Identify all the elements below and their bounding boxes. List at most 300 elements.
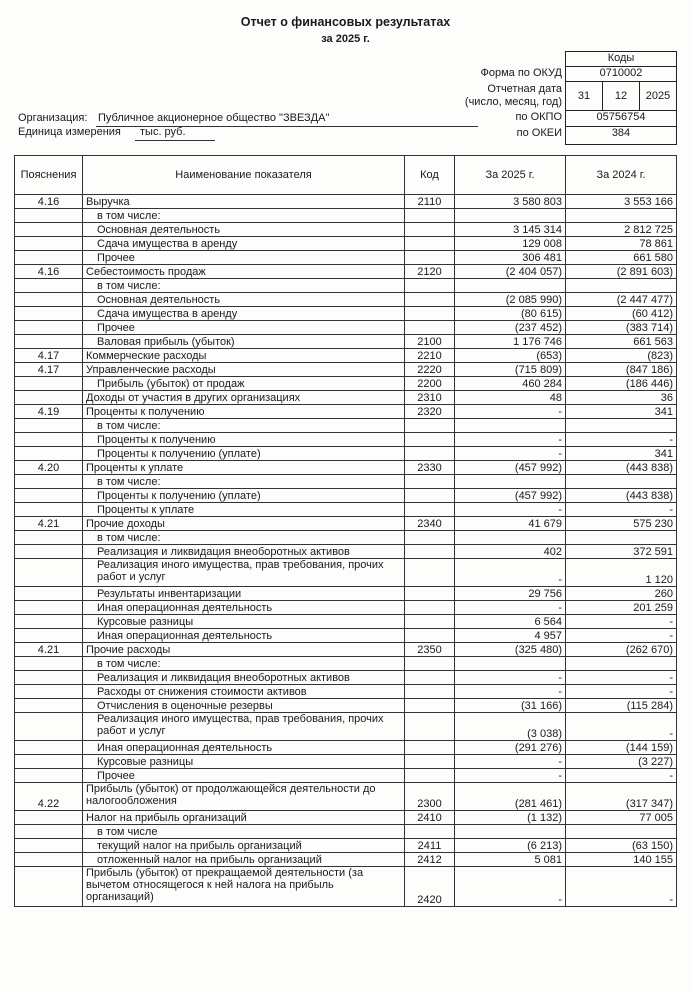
value-2024-cell: (3 227) (566, 755, 677, 769)
code-cell: 2350 (405, 643, 455, 657)
indicator-cell: Коммерческие расходы (83, 349, 405, 363)
note-cell: 4.21 (15, 517, 83, 531)
table-row (15, 237, 677, 251)
indicator-cell: Отчисления в оценочные резервы (83, 699, 405, 713)
indicator-cell: в том числе: (83, 657, 405, 671)
table-row (15, 349, 677, 363)
value-2024-cell: (2 891 603) (566, 265, 677, 279)
note-cell (15, 811, 83, 825)
note-cell: 4.22 (15, 783, 83, 811)
value-2024-cell (566, 279, 677, 293)
note-cell (15, 489, 83, 503)
value-2025-cell: 306 481 (455, 251, 566, 265)
indicator-cell: Иная операционная деятельность (83, 601, 405, 615)
col-indicator: Наименование показателя (83, 156, 405, 195)
code-cell (405, 531, 455, 545)
table-row (15, 363, 677, 377)
code-cell: 2320 (405, 405, 455, 419)
table-row (15, 545, 677, 559)
org-name: Публичное акционерное общество "ЗВЕЗДА" (98, 112, 330, 124)
value-2024-cell: - (566, 713, 677, 741)
value-2024-cell: (443 838) (566, 489, 677, 503)
indicator-cell: Управленческие расходы (83, 363, 405, 377)
value-2025-cell (455, 419, 566, 433)
value-2025-cell: - (455, 685, 566, 699)
value-2024-cell: (823) (566, 349, 677, 363)
note-cell (15, 377, 83, 391)
value-2025-cell: 5 081 (455, 853, 566, 867)
value-2025-cell: 1 176 746 (455, 335, 566, 349)
note-cell (15, 223, 83, 237)
indicator-cell: Себестоимость продаж (83, 265, 405, 279)
value-2025-cell: (3 038) (455, 713, 566, 741)
code-cell (405, 657, 455, 671)
code-cell (405, 447, 455, 461)
indicator-cell: Курсовые разницы (83, 755, 405, 769)
code-cell (405, 825, 455, 839)
indicator-cell: Прибыль (убыток) от продаж (83, 377, 405, 391)
code-cell (405, 475, 455, 489)
okei-label: по ОКЕИ (516, 127, 562, 139)
code-cell: 2330 (405, 461, 455, 475)
table-row (15, 685, 677, 699)
org-label: Организация: (18, 112, 88, 124)
table-row (15, 559, 677, 587)
table-row (15, 713, 677, 741)
value-2025-cell: - (455, 559, 566, 587)
indicator-cell: в том числе: (83, 279, 405, 293)
table-row (15, 657, 677, 671)
date-month: 12 (603, 82, 640, 111)
indicator-cell: Иная операционная деятельность (83, 741, 405, 755)
code-cell (405, 419, 455, 433)
report-period: за 2025 г. (321, 33, 370, 45)
code-cell: 2100 (405, 335, 455, 349)
report-title: Отчет о финансовых результатах (240, 15, 451, 29)
note-cell (15, 531, 83, 545)
table-row (15, 307, 677, 321)
table-row (15, 755, 677, 769)
value-2024-cell (566, 209, 677, 223)
code-cell (405, 587, 455, 601)
table-row (15, 251, 677, 265)
note-cell (15, 559, 83, 587)
unit-underline (135, 140, 215, 141)
value-2024-cell: 1 120 (566, 559, 677, 587)
note-cell (15, 279, 83, 293)
value-2025-cell: (1 132) (455, 811, 566, 825)
note-cell (15, 713, 83, 741)
note-cell: 4.16 (15, 195, 83, 209)
value-2025-cell: (291 276) (455, 741, 566, 755)
value-2025-cell (455, 209, 566, 223)
indicator-cell: Проценты к получению (83, 405, 405, 419)
value-2025-cell: (237 452) (455, 321, 566, 335)
unit-value: тыс. руб. (140, 126, 186, 138)
value-2025-cell: - (455, 405, 566, 419)
note-cell (15, 419, 83, 433)
value-2025-cell: - (455, 601, 566, 615)
indicator-cell: Проценты к уплате (83, 503, 405, 517)
table-row (15, 279, 677, 293)
value-2025-cell: 129 008 (455, 237, 566, 251)
code-cell: 2410 (405, 811, 455, 825)
indicator-cell: Иная операционная деятельность (83, 629, 405, 643)
note-cell (15, 447, 83, 461)
value-2025-cell: 4 957 (455, 629, 566, 643)
indicator-cell: Реализация иного имущества, прав требования, прочих работ и услуг (83, 559, 405, 587)
note-cell (15, 475, 83, 489)
value-2024-cell: 341 (566, 447, 677, 461)
code-cell: 2300 (405, 783, 455, 811)
value-2024-cell: 341 (566, 405, 677, 419)
table-row (15, 629, 677, 643)
value-2025-cell: (325 480) (455, 643, 566, 657)
value-2024-cell: (115 284) (566, 699, 677, 713)
value-2025-cell: 460 284 (455, 377, 566, 391)
table-row (15, 825, 677, 839)
value-2024-cell: (63 150) (566, 839, 677, 853)
indicator-cell: Прочие доходы (83, 517, 405, 531)
value-2024-cell: - (566, 671, 677, 685)
value-2025-cell: (2 085 990) (455, 293, 566, 307)
table-row (15, 405, 677, 419)
value-2024-cell: 3 553 166 (566, 195, 677, 209)
note-cell: 4.17 (15, 363, 83, 377)
code-cell (405, 293, 455, 307)
note-cell (15, 391, 83, 405)
table-row (15, 531, 677, 545)
table-row (15, 699, 677, 713)
table-row (15, 769, 677, 783)
table-row (15, 811, 677, 825)
note-cell (15, 307, 83, 321)
code-cell (405, 237, 455, 251)
table-row (15, 503, 677, 517)
value-2025-cell (455, 475, 566, 489)
value-2025-cell: - (455, 769, 566, 783)
note-cell (15, 601, 83, 615)
table-row (15, 741, 677, 755)
indicator-cell: в том числе: (83, 475, 405, 489)
code-cell (405, 279, 455, 293)
okud-label: Форма по ОКУД (480, 67, 562, 79)
note-cell (15, 741, 83, 755)
value-2024-cell: 661 563 (566, 335, 677, 349)
note-cell: 4.17 (15, 349, 83, 363)
indicator-cell: Основная деятельность (83, 223, 405, 237)
value-2025-cell (455, 531, 566, 545)
note-cell (15, 853, 83, 867)
table-row (15, 671, 677, 685)
table-row (15, 433, 677, 447)
indicator-cell: Прочее (83, 769, 405, 783)
date-label-1: Отчетная дата (487, 83, 562, 95)
code-cell (405, 489, 455, 503)
value-2024-cell: 661 580 (566, 251, 677, 265)
note-cell (15, 685, 83, 699)
table-row (15, 615, 677, 629)
code-cell (405, 685, 455, 699)
value-2024-cell: (317 347) (566, 783, 677, 811)
indicator-cell: Расходы от снижения стоимости активов (83, 685, 405, 699)
code-cell (405, 209, 455, 223)
value-2025-cell: 3 580 803 (455, 195, 566, 209)
value-2025-cell: - (455, 755, 566, 769)
value-2024-cell: (60 412) (566, 307, 677, 321)
code-cell (405, 755, 455, 769)
note-cell: 4.16 (15, 265, 83, 279)
okpo-code: 05756754 (566, 111, 676, 127)
code-cell (405, 615, 455, 629)
code-cell (405, 741, 455, 755)
note-cell (15, 657, 83, 671)
table-row (15, 601, 677, 615)
value-2024-cell: 575 230 (566, 517, 677, 531)
note-cell (15, 293, 83, 307)
note-cell (15, 867, 83, 907)
note-cell (15, 503, 83, 517)
value-2024-cell: - (566, 867, 677, 907)
table-row (15, 489, 677, 503)
codes-box (565, 51, 677, 145)
value-2025-cell: - (455, 867, 566, 907)
value-2025-cell: (31 166) (455, 699, 566, 713)
code-cell (405, 699, 455, 713)
note-cell (15, 629, 83, 643)
date-day: 31 (566, 82, 603, 111)
code-cell (405, 321, 455, 335)
indicator-cell: Прибыль (убыток) от продолжающейся деятельности до налогообложения (83, 783, 405, 811)
okpo-label: по ОКПО (515, 111, 562, 123)
okei-code: 384 (611, 127, 631, 139)
date-year: 2025 (640, 82, 676, 111)
unit-label: Единица измерения (18, 126, 121, 138)
value-2024-cell: (144 159) (566, 741, 677, 755)
value-2024-cell: - (566, 685, 677, 699)
value-2025-cell: 6 564 (455, 615, 566, 629)
table-row (15, 223, 677, 237)
table-row (15, 783, 677, 811)
code-cell (405, 251, 455, 265)
code-cell (405, 223, 455, 237)
value-2024-cell (566, 657, 677, 671)
code-cell (405, 629, 455, 643)
col-code: Код (405, 156, 455, 195)
value-2025-cell: (80 615) (455, 307, 566, 321)
value-2025-cell: - (455, 503, 566, 517)
table-row (15, 293, 677, 307)
value-2024-cell: 372 591 (566, 545, 677, 559)
note-cell (15, 839, 83, 853)
table-row (15, 839, 677, 853)
note-cell (15, 335, 83, 349)
note-cell: 4.19 (15, 405, 83, 419)
value-2025-cell: (2 404 057) (455, 265, 566, 279)
table-row (15, 209, 677, 223)
value-2025-cell: (715 809) (455, 363, 566, 377)
code-cell (405, 713, 455, 741)
value-2024-cell (566, 419, 677, 433)
code-cell: 2120 (405, 265, 455, 279)
value-2025-cell: 41 679 (455, 517, 566, 531)
value-2024-cell: (262 670) (566, 643, 677, 657)
note-cell (15, 433, 83, 447)
indicator-cell: Доходы от участия в других организациях (83, 391, 405, 405)
table-row (15, 461, 677, 475)
okud-code: 0710002 (566, 67, 676, 82)
indicator-cell: Курсовые разницы (83, 615, 405, 629)
code-cell: 2420 (405, 867, 455, 907)
code-cell (405, 545, 455, 559)
code-cell (405, 601, 455, 615)
value-2024-cell: 77 005 (566, 811, 677, 825)
value-2024-cell: (2 447 477) (566, 293, 677, 307)
value-2025-cell (455, 825, 566, 839)
note-cell (15, 251, 83, 265)
value-2024-cell: (186 446) (566, 377, 677, 391)
table-row (15, 377, 677, 391)
value-2024-cell: 36 (566, 391, 677, 405)
value-2025-cell: (281 461) (455, 783, 566, 811)
table-row (15, 265, 677, 279)
financial-results-table (14, 155, 677, 907)
table-row (15, 475, 677, 489)
indicator-cell: Проценты к получению (уплате) (83, 447, 405, 461)
note-cell (15, 671, 83, 685)
value-2025-cell: (457 992) (455, 461, 566, 475)
value-2024-cell: (383 714) (566, 321, 677, 335)
indicator-cell: Валовая прибыль (убыток) (83, 335, 405, 349)
indicator-cell: Сдача имущества в аренду (83, 237, 405, 251)
value-2024-cell (566, 531, 677, 545)
indicator-cell: отложенный налог на прибыль организаций (83, 853, 405, 867)
value-2025-cell: 48 (455, 391, 566, 405)
col-notes: Пояснения (15, 156, 83, 195)
value-2025-cell: 29 756 (455, 587, 566, 601)
value-2025-cell: (457 992) (455, 489, 566, 503)
note-cell (15, 209, 83, 223)
note-cell (15, 615, 83, 629)
value-2024-cell: - (566, 769, 677, 783)
note-cell (15, 755, 83, 769)
code-cell: 2110 (405, 195, 455, 209)
code-cell (405, 433, 455, 447)
value-2024-cell: 140 155 (566, 853, 677, 867)
indicator-cell: Основная деятельность (83, 293, 405, 307)
value-2024-cell: - (566, 629, 677, 643)
value-2024-cell: 260 (566, 587, 677, 601)
indicator-cell: Прибыль (убыток) от прекращаемой деятельности (за вычетом относящегося к ней налога на прибыль организаций) (83, 867, 405, 907)
value-2025-cell: - (455, 433, 566, 447)
col-2024: За 2024 г. (566, 156, 677, 195)
value-2025-cell: - (455, 447, 566, 461)
note-cell (15, 587, 83, 601)
indicator-cell: Результаты инвентаризации (83, 587, 405, 601)
table-row (15, 321, 677, 335)
note-cell: 4.20 (15, 461, 83, 475)
code-cell: 2412 (405, 853, 455, 867)
table-row (15, 853, 677, 867)
table-row (15, 643, 677, 657)
code-cell (405, 307, 455, 321)
value-2024-cell (566, 475, 677, 489)
value-2025-cell: 402 (455, 545, 566, 559)
code-cell: 2210 (405, 349, 455, 363)
table-row (15, 391, 677, 405)
note-cell (15, 237, 83, 251)
value-2025-cell (455, 657, 566, 671)
indicator-cell: Прочие расходы (83, 643, 405, 657)
indicator-cell: текущий налог на прибыль организаций (83, 839, 405, 853)
value-2024-cell: - (566, 503, 677, 517)
note-cell (15, 545, 83, 559)
codes-header: Коды (566, 52, 676, 67)
indicator-cell: Проценты к уплате (83, 461, 405, 475)
indicator-cell: в том числе (83, 825, 405, 839)
indicator-cell: Проценты к получению (83, 433, 405, 447)
indicator-cell: Прочее (83, 251, 405, 265)
table-row (15, 195, 677, 209)
note-cell (15, 699, 83, 713)
value-2024-cell: - (566, 433, 677, 447)
indicator-cell: Реализация иного имущества, прав требования, прочих работ и услуг (83, 713, 405, 741)
note-cell (15, 825, 83, 839)
table-row (15, 335, 677, 349)
value-2025-cell: (653) (455, 349, 566, 363)
code-cell: 2220 (405, 363, 455, 377)
table-row (15, 867, 677, 907)
code-cell (405, 671, 455, 685)
indicator-cell: в том числе: (83, 419, 405, 433)
value-2025-cell (455, 279, 566, 293)
indicator-cell: Выручка (83, 195, 405, 209)
table-row (15, 517, 677, 531)
value-2025-cell: 3 145 314 (455, 223, 566, 237)
code-cell: 2340 (405, 517, 455, 531)
table-row (15, 587, 677, 601)
code-cell (405, 503, 455, 517)
col-2025: За 2025 г. (455, 156, 566, 195)
note-cell (15, 769, 83, 783)
table-row (15, 447, 677, 461)
note-cell: 4.21 (15, 643, 83, 657)
date-label-2: (число, месяц, год) (464, 96, 562, 108)
value-2024-cell: 2 812 725 (566, 223, 677, 237)
value-2024-cell: (847 186) (566, 363, 677, 377)
code-cell (405, 559, 455, 587)
value-2024-cell: - (566, 615, 677, 629)
code-cell: 2200 (405, 377, 455, 391)
value-2024-cell (566, 825, 677, 839)
code-cell: 2310 (405, 391, 455, 405)
indicator-cell: Проценты к получению (уплате) (83, 489, 405, 503)
indicator-cell: Прочее (83, 321, 405, 335)
value-2025-cell: (6 213) (455, 839, 566, 853)
indicator-cell: в том числе: (83, 531, 405, 545)
value-2024-cell: (443 838) (566, 461, 677, 475)
note-cell (15, 321, 83, 335)
indicator-cell: в том числе: (83, 209, 405, 223)
value-2024-cell: 78 861 (566, 237, 677, 251)
value-2025-cell: - (455, 671, 566, 685)
code-cell (405, 769, 455, 783)
indicator-cell: Налог на прибыль организаций (83, 811, 405, 825)
indicator-cell: Реализация и ликвидация внеоборотных активов (83, 545, 405, 559)
code-cell: 2411 (405, 839, 455, 853)
indicator-cell: Сдача имущества в аренду (83, 307, 405, 321)
value-2024-cell: 201 259 (566, 601, 677, 615)
